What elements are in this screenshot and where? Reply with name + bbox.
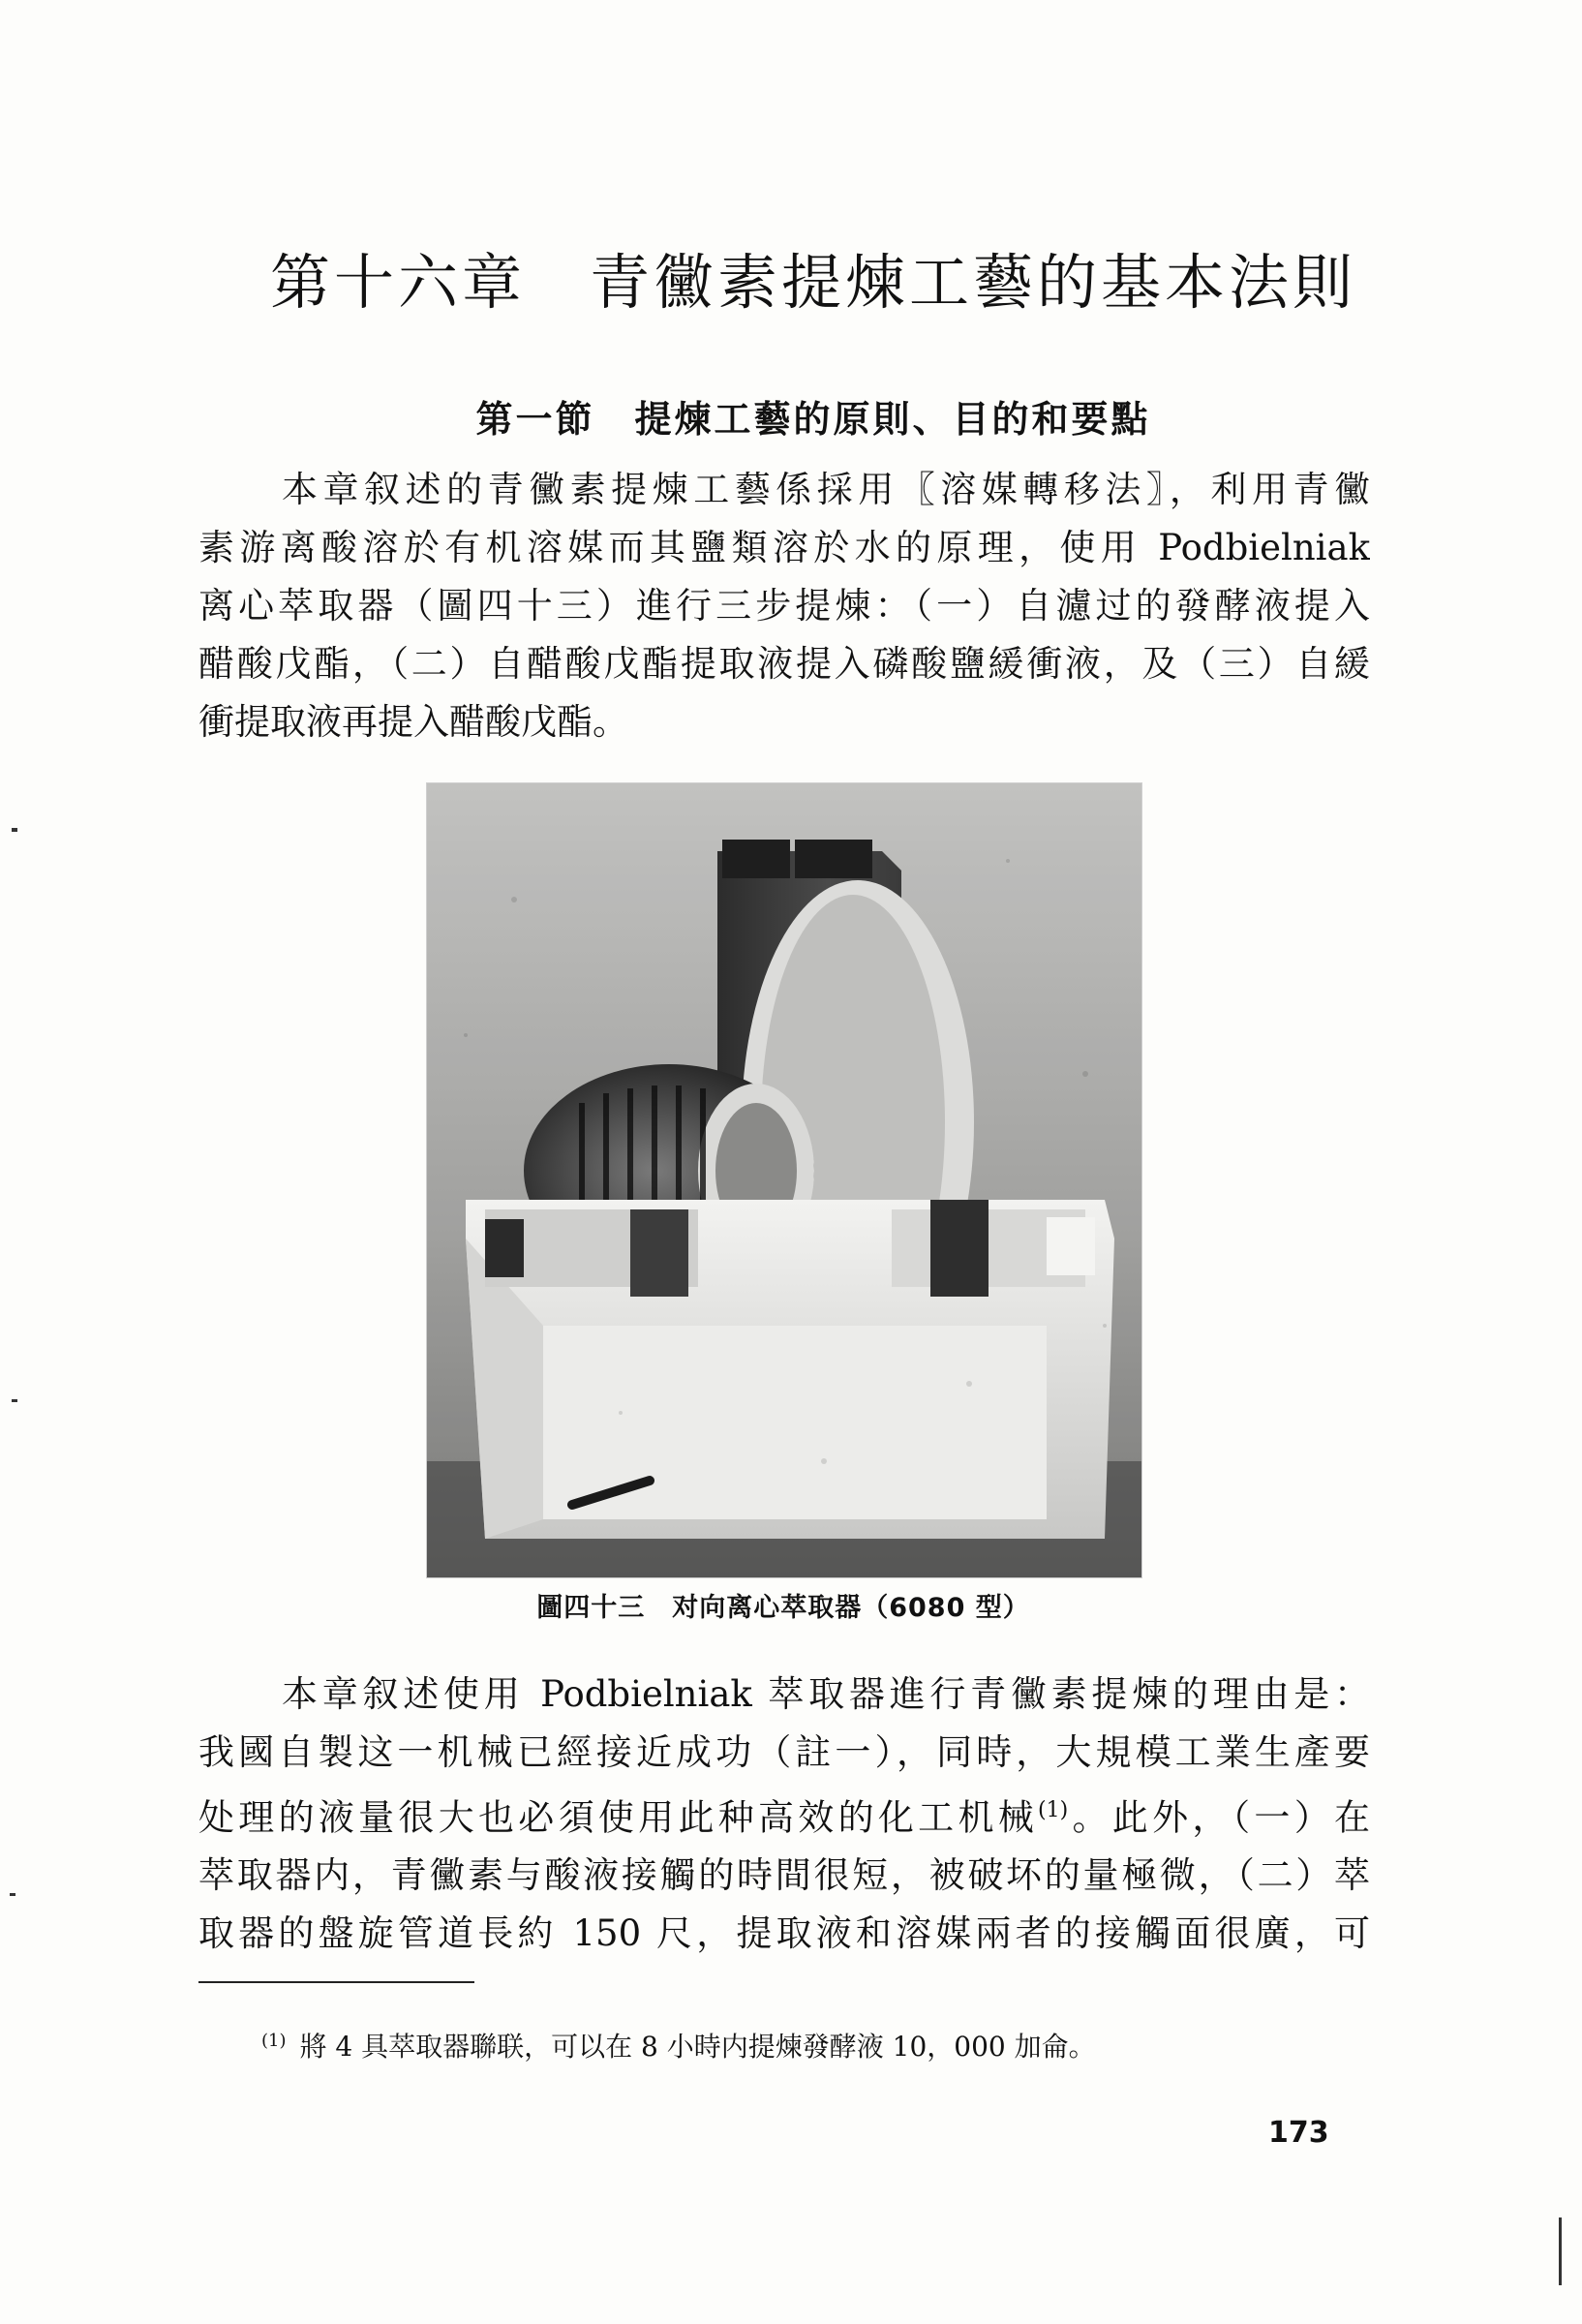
- scan-speck: [12, 828, 17, 832]
- footnote-reference: (1): [1038, 1798, 1069, 1822]
- paragraph-line: 醋酸戊酯，（二）自醋酸戊酯提取液提入磷酸鹽緩衝液，及（三）自緩: [198, 643, 1370, 685]
- paragraph-line: 取器的盤旋管道長約 150 尺，提取液和溶媒兩者的接觸面很廣，可: [198, 1912, 1370, 1955]
- figure-caption: 圖四十三 对向离心萃取器（6080 型）: [536, 1593, 1030, 1623]
- footnote: [261, 2026, 1096, 2064]
- paragraph-line: 素游离酸溶於有机溶媒而其鹽類溶於水的原理，使用 Podbielniak: [198, 527, 1370, 568]
- paragraph-line: 萃取器内，青黴素与酸液接觸的時間很短，被破坏的量極微，（二）萃: [198, 1854, 1370, 1897]
- paragraph-line-with-footnote: [198, 1782, 1370, 1847]
- scan-speck: [12, 1399, 17, 1402]
- section-title: 第一節 提煉工藝的原則、目的和要點: [475, 396, 1151, 441]
- paragraph-1: [198, 461, 1370, 751]
- paragraph-line: 本章叙述使用 Podbielniak 萃取器進行青黴素提煉的理由是：: [282, 1673, 1370, 1715]
- paragraph-text: 处理的液量很大也必須使用此种高效的化工机械: [198, 1796, 1039, 1839]
- page-number: 173: [1268, 2116, 1329, 2150]
- extractor-photo: [426, 782, 1142, 1578]
- paragraph-line: 衝提取液再提入醋酸戊酯。: [198, 701, 628, 743]
- paragraph-line: 我國自製这一机械已經接近成功（註一），同時，大規模工業生產要: [198, 1731, 1370, 1773]
- scan-speck: [1559, 2217, 1562, 2285]
- paragraph-line: 离心萃取器（圖四十三）進行三步提煉：（一）自濾过的發酵液提入: [198, 585, 1370, 627]
- scan-speck: [10, 1893, 15, 1896]
- chapter-title: 第十六章 青黴素提煉工藝的基本法則: [269, 246, 1356, 318]
- footnote-marker: (1): [261, 2030, 287, 2051]
- paragraph-line: 本章叙述的青黴素提煉工藝係採用〖溶媒轉移法〗，利用青黴: [282, 469, 1370, 510]
- extractor-photo-illustration: [427, 783, 1141, 1577]
- paragraph-2: [198, 1666, 1370, 1963]
- footnote-divider: [198, 1981, 474, 1983]
- paragraph-text: 。此外，（一）在: [1068, 1796, 1370, 1839]
- footnote-text: 將 4 具萃取器聯联，可以在 8 小時内提煉發酵液 10，000 加侖。: [299, 2031, 1096, 2063]
